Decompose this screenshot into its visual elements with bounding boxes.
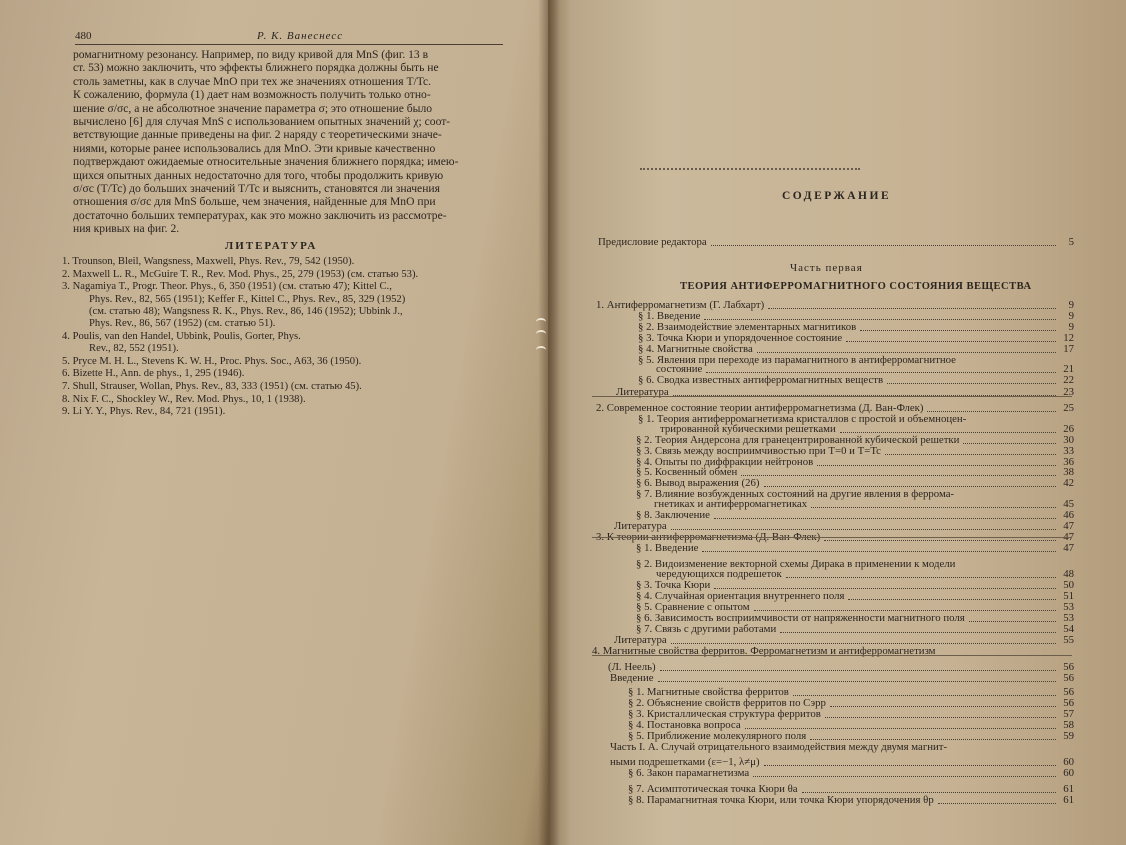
reference-line: 1. Trounson, Bleil, Wangsness, Maxwell, Phys. Rev., 79, 542 (1950). — [62, 256, 355, 267]
toc-leader-dots — [802, 784, 1056, 793]
toc-leader-dots — [963, 435, 1056, 444]
toc-entry-page: 53 — [1063, 612, 1074, 624]
toc-entry-text: § 2. Объяснение свойств ферритов по Сэрр — [628, 697, 826, 709]
section-separator — [592, 396, 1072, 397]
toc-entry-text: § 4. Случайная ориентация внутреннего поля — [636, 590, 845, 602]
toc-entry-text: § 5. Приближение молекулярного поля — [628, 730, 807, 742]
toc-entry-text: § 3. Кристаллическая структура ферритов — [628, 708, 821, 720]
toc-entry-text: § 1. Введение — [638, 310, 701, 322]
toc-leader-dots — [830, 698, 1056, 707]
toc-entry-text: § 3. Точка Кюри — [636, 579, 711, 591]
toc-entry-page: 22 — [1063, 374, 1074, 386]
toc-leader-dots — [927, 403, 1056, 412]
toc-leader-dots — [671, 635, 1056, 644]
reference-line: 6. Bizette H., Ann. de phys., 1, 295 (1946). — [62, 368, 245, 380]
toc-entry-text: § 5. Косвенный обмен — [636, 466, 738, 478]
toc-leader-dots — [793, 687, 1056, 696]
toc-entry-page: 56 — [1063, 672, 1074, 684]
toc-entry-page: 23 — [1063, 386, 1074, 398]
toc-entry-text: чередующихся подрешеток — [656, 568, 782, 580]
toc-entry-page: 56 — [1063, 697, 1074, 709]
toc-entry-page: 9 — [1068, 299, 1074, 311]
toc-leader-dots — [768, 300, 1056, 309]
page-number: 480 — [75, 30, 92, 42]
reference-line: 7. Shull, Strauser, Wollan, Phys. Rev., 83, 333 (1951) (см. статью 45). — [62, 381, 362, 393]
toc-leader-dots — [848, 591, 1056, 600]
toc-entry-text: состояние — [656, 363, 703, 375]
body-line: К сожалению, формула (1) дает нам возможность получить только отно- — [73, 88, 431, 102]
toc-leader-dots — [764, 757, 1056, 766]
toc-entry-page: 48 — [1063, 568, 1074, 580]
toc-entry-text: § 4. Магнитные свойства — [638, 343, 753, 355]
reference-item — [62, 356, 510, 368]
toc-entry-text: § 5. Сравнение с опытом — [636, 601, 750, 613]
toc-leader-dots — [660, 662, 1056, 671]
toc-entry-text: § 7. Связь с другими работами — [636, 623, 777, 635]
reference-line: 3. Nagamiya T., Progr. Theor. Phys., 6, 350 (1951) (см. статью 47); Kittel C., — [62, 281, 392, 293]
toc-leader-dots — [846, 333, 1056, 342]
toc-entry-page: 47 — [1063, 542, 1074, 554]
toc-entry-text: § 2. Взаимодействие элементарных магнитиков — [638, 321, 857, 333]
reference-item — [62, 394, 510, 406]
reference-item — [62, 406, 510, 418]
toc-entry-page: 60 — [1063, 767, 1074, 779]
toc-entry-page: 26 — [1063, 423, 1074, 435]
reference-line: Phys. Rev., 86, 567 (1952) (см. статью 51). — [89, 318, 276, 330]
reference-line: 8. Nix F. C., Shockley W., Rev. Mod. Phys., 10, 1 (1938). — [62, 393, 306, 405]
toc-leader-dots — [704, 311, 1056, 320]
toc-entry-text: ными подрешетками (ε=−1, λ≠μ) — [610, 756, 760, 768]
toc-entry-page: 17 — [1063, 343, 1074, 355]
toc-entry-page: 5 — [1068, 236, 1074, 248]
toc-entry-text: § 5. Явления при переходе из парамагнитного в антиферромагнитное — [638, 354, 956, 366]
literature-heading: ЛИТЕРАТУРА — [225, 240, 318, 252]
toc-leader-dots — [741, 467, 1056, 476]
toc-entry-page: 61 — [1063, 794, 1074, 806]
toc-leader-dots — [840, 424, 1056, 433]
body-line: ветствующие данные приведены на фиг. 2 наряду с теоретическими значе- — [73, 128, 442, 142]
binding-thread — [536, 346, 546, 354]
toc-leader-dots — [825, 709, 1056, 718]
toc-entry-text: Литература — [614, 634, 667, 646]
reference-item — [62, 256, 510, 268]
decorative-dots — [640, 168, 860, 174]
reference-line: 4. Poulis, van den Handel, Ubbink, Poulis, Gorter, Phys. — [62, 330, 301, 342]
body-line: подтверждают ожидаемые относительные значения ближнего порядка; имею- — [73, 155, 459, 169]
part-subtitle: ТЕОРИЯ АНТИФЕРРОМАГНИТНОГО СОСТОЯНИЯ ВЕЩЕСТВА — [680, 281, 1032, 292]
toc-leader-dots — [810, 731, 1056, 740]
toc-entry-text: § 4. Постановка вопроса — [628, 719, 741, 731]
toc-entry-text: трированной кубическими решетками — [660, 423, 836, 435]
body-paragraph — [73, 48, 505, 236]
toc-entry-text: § 1. Введение — [636, 542, 699, 554]
toc-entry-page: 58 — [1063, 719, 1074, 731]
toc-entry-page: 21 — [1063, 363, 1074, 375]
body-line: отношения σ/σc для MnS больше, чем значения, найденные для MnO при — [73, 195, 436, 209]
toc-leader-dots — [969, 613, 1056, 622]
toc-entry-page: 56 — [1063, 686, 1074, 698]
toc-entry-page: 56 — [1063, 661, 1074, 673]
toc-leader-dots — [786, 569, 1056, 578]
reference-line: 9. Li Y. Y., Phys. Rev., 84, 721 (1951). — [62, 406, 226, 418]
body-line: шение σ/σc, а не абсолютное значение параметра σ; это отношение было — [73, 101, 433, 115]
toc-entry-text: § 1. Магнитные свойства ферритов — [628, 686, 789, 698]
book-gutter — [538, 0, 560, 845]
toc-entry-text: § 7. Влияние возбужденных состояний на другие явления в феррома- — [636, 488, 955, 500]
toc-entry-page: 47 — [1063, 531, 1074, 543]
toc-leader-dots — [764, 478, 1056, 487]
toc-entry-page: 47 — [1063, 520, 1074, 532]
body-line: ромагнитному резонансу. Например, по виду кривой для MnS (фиг. 13 в — [73, 48, 429, 61]
toc-entry-page: 45 — [1063, 498, 1074, 510]
reference-line: Rev., 82, 552 (1951). — [89, 342, 179, 354]
toc-entry-page: 53 — [1063, 601, 1074, 613]
toc-entry-page: 55 — [1063, 634, 1074, 646]
toc-leader-dots — [671, 521, 1056, 530]
section-separator — [592, 655, 1072, 656]
toc-entry-page: 33 — [1063, 445, 1074, 457]
reference-item — [62, 381, 510, 393]
toc-entry-text: § 2. Видоизменение векторной схемы Дирака в применении к модели — [636, 558, 956, 570]
toc-entry-text: Литература — [614, 520, 667, 532]
reference-item — [62, 269, 510, 281]
toc-entry-page: 30 — [1063, 434, 1074, 446]
toc-leader-dots — [754, 602, 1056, 611]
reference-item — [62, 281, 510, 330]
toc-entry-text: § 8. Парамагнитная точка Кюри, или точка Кюри упорядочения θp — [628, 794, 934, 806]
toc-entry-text: § 6. Вывод выражения (26) — [636, 477, 760, 489]
body-line: вычислено [6] для случая MnS с использованием опытных значений χ; соот- — [73, 115, 451, 129]
toc-leader-dots — [860, 322, 1056, 331]
body-line: ст. 53) можно заключить, что эффекты ближнего порядка должны быть не — [73, 61, 439, 75]
toc-entry-text: (Л. Неель) — [608, 661, 656, 673]
toc-title: СОДЕРЖАНИЕ — [782, 190, 892, 202]
reference-item — [62, 368, 510, 380]
toc-leader-dots — [714, 510, 1056, 519]
reference-line: 2. Maxwell L. R., McGuire T. R., Rev. Mod. Phys., 25, 279 (1953) (см. статью 53). — [62, 268, 419, 280]
reference-list — [62, 256, 510, 419]
toc-entry-page: 25 — [1063, 402, 1074, 414]
toc-entry-text: § 3. Связь между восприимчивостью при T=0 и T=Tc — [636, 445, 881, 457]
toc-leader-dots — [673, 387, 1056, 396]
toc-leader-dots — [780, 624, 1056, 633]
binding-thread — [536, 318, 546, 326]
toc-entry-text: Введение — [610, 672, 654, 684]
toc-leader-dots — [711, 237, 1056, 246]
body-line: σ/σc (T/Tc) до больших значений T/Tc и выяснить, становятся ли значения — [73, 182, 440, 196]
toc-entry-text: § 6. Зависимость восприимчивости от напряженности магнитного поля — [636, 612, 965, 624]
running-header — [75, 30, 503, 45]
toc-leader-dots — [753, 768, 1056, 777]
toc-entry-text: Предисловие редактора — [598, 236, 707, 248]
toc-entry-page: 9 — [1068, 310, 1074, 322]
reference-line: 5. Pryce M. H. L., Stevens K. W. H., Proc. Phys. Soc., A63, 36 (1950). — [62, 355, 362, 367]
toc-leader-dots — [887, 375, 1056, 384]
toc-entry-text: 3. К теории антиферромагнетизма (Д. Ван-Флек) — [596, 531, 821, 543]
toc-entry-page: 59 — [1063, 730, 1074, 742]
toc-entry-page: 61 — [1063, 783, 1074, 795]
toc-entry-page: 46 — [1063, 509, 1074, 521]
toc-entry-text: 1. Антиферромагнетизм (Г. Лабхарт) — [596, 299, 765, 311]
toc-leader-dots — [757, 344, 1056, 353]
toc-entry-text: § 7. Асимптотическая точка Кюри θa — [628, 783, 798, 795]
reference-item — [62, 331, 510, 355]
toc-leader-dots — [824, 532, 1056, 541]
toc-entry-text: 2. Современное состояние теории антиферромагнетизма (Д. Ван-Флек) — [596, 402, 924, 414]
toc-leader-dots — [706, 364, 1056, 373]
toc-leader-dots — [714, 580, 1056, 589]
toc-entry-text: § 1. Теория антиферромагнетизма кристаллов с простой и объемноцен- — [638, 413, 967, 425]
toc-entry-text: § 8. Заключение — [636, 509, 710, 521]
toc-entry-text: § 6. Сводка известных антиферромагнитных веществ — [638, 374, 884, 386]
body-line: столь заметны, как в случае MnO при тех же значениях отношения T/Tc. — [73, 74, 432, 88]
toc-entry-page: 42 — [1063, 477, 1074, 489]
toc-entry-page: 38 — [1063, 466, 1074, 478]
toc-entry-text: Часть I. А. Случай отрицательного взаимодействия между двумя магнит- — [610, 741, 948, 753]
toc-leader-dots — [702, 543, 1056, 552]
toc-entry-page: 12 — [1063, 332, 1074, 344]
toc-entry-page: 60 — [1063, 756, 1074, 768]
toc-entry-page: 50 — [1063, 579, 1074, 591]
toc-leader-dots — [938, 795, 1056, 804]
body-line: ниями, которые ранее использовались для MnO. Эти кривые качественно — [73, 141, 436, 155]
toc-entry-text: § 6. Закон парамагнетизма — [628, 767, 750, 779]
toc-entry-page: 9 — [1068, 321, 1074, 333]
body-line: достаточно больших температурах, как это можно заключить из рассмотре- — [73, 208, 447, 222]
running-head: Р. К. Ванеснесс — [257, 30, 344, 42]
toc-leader-dots — [745, 720, 1056, 729]
toc-entry-text: Литература — [616, 386, 669, 398]
part-title: Часть первая — [790, 262, 863, 274]
toc-entry-text: § 4. Опыты по диффракции нейтронов — [636, 456, 814, 468]
toc-entry-page: 54 — [1063, 623, 1074, 635]
toc-leader-dots — [811, 499, 1056, 508]
reference-line: (см. статью 48); Wangsness R. K., Phys. Rev., 86, 146 (1952); Ubbink J., — [89, 305, 403, 317]
toc-entry-page: 36 — [1063, 456, 1074, 468]
toc-entry-text: § 2. Теория Андерсона для гранецентрированной кубической решетки — [636, 434, 960, 446]
body-line: ния кривых на фиг. 2. — [73, 222, 180, 236]
toc-leader-dots — [885, 446, 1056, 455]
binding-thread — [536, 330, 546, 338]
reference-line: Phys. Rev., 82, 565 (1951); Keffer F., Kittel C., Phys. Rev., 85, 329 (1952) — [89, 293, 406, 305]
toc-entry-text: 4. Магнитные свойства ферритов. Ферромагнетизм и антиферромагнетизм — [592, 645, 936, 657]
body-line: щихся опытных данных недостаточно для того, чтобы продолжить кривую — [73, 168, 444, 182]
toc-entry-text: § 3. Точка Кюри и упорядоченное состояние — [638, 332, 843, 344]
toc-entry-text: гнетиках и антиферромагнетиках — [654, 498, 808, 510]
toc-leader-dots — [817, 457, 1056, 466]
toc-entry-page: 51 — [1063, 590, 1074, 602]
toc-entry-page: 57 — [1063, 708, 1074, 720]
toc-leader-dots — [658, 673, 1056, 682]
